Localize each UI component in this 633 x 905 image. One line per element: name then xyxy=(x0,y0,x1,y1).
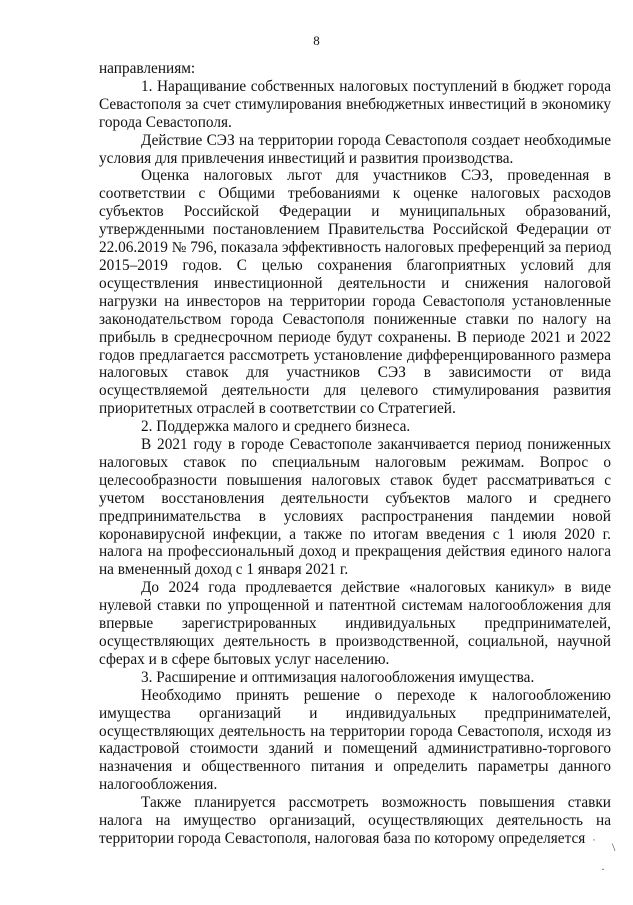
document-body xyxy=(99,60,611,848)
paragraph: В 2021 году в городе Севастополе заканчивается период пониженных налоговых ставок по специальным налоговым режимам. Вопрос о целесообразности повышения налоговых ставок будет рассматриваться с учетом восстановления деятельности субъектов малого и среднего предпринимательства в условиях распространения пандемии новой коронавирусной инфекции, а также по итогам введения с 1 июля 2020 г. налога на профессиональный доход и прекращения действия единого налога на вмененный доход с 1 января 2021 г. xyxy=(99,436,611,579)
scan-mark: · xyxy=(601,862,605,876)
scan-mark: \ xyxy=(612,840,616,854)
paragraph: До 2024 года продлевается действие «налоговых каникул» в виде нулевой ставки по упрощенной и патентной системам налогообложения для впервые зарегистрированных индивидуальных предпринимателей, осуществляющих деятельность в производственной, социальной, научной сферах и в сфере бытовых услуг населению. xyxy=(99,579,611,668)
paragraph: направлениям: xyxy=(99,60,196,77)
page-number: 8 xyxy=(313,33,320,48)
section-heading: 2. Поддержка малого и среднего бизнеса. xyxy=(141,418,411,436)
section-heading: 1. Наращивание собственных налоговых поступлений в бюджет города Севастополя за счет стимулирования внебюджетных инвестиций в экономику города Севастополя. xyxy=(99,77,611,131)
section-heading: 3. Расширение и оптимизация налогообложения имущества. xyxy=(141,668,535,686)
paragraph: Действие СЭЗ на территории города Севастополя создает необходимые условия для привлечения инвестиций и развития производства. xyxy=(99,131,611,167)
scan-mark: ˙ xyxy=(592,836,596,850)
paragraph: Необходимо принять решение о переходе к налогообложению имущества организаций и индивидуальных предпринимателей, осуществляющих деятельность на территории города Севастополя, исходя из кадастровой стоимости зданий и помещений административно-торгового назначения и общественного питания и определить параметры данного налогообложения. xyxy=(99,686,611,794)
paragraph: Оценка налоговых льгот для участников СЭЗ, проведенная в соответствии с Общими требованиями к оценке налоговых расходов субъектов Российской Федерации и муниципальных образований, утвержденными постановлением Правительства Российской Федерации от 22.06.2019 № 796, показала эффективность налоговых преференций за период 2015–2019 годов. С целью сохранения благоприятных условий для осуществления инвестиционной деятельности и снижения налоговой нагрузки на инвесторов на территории города Севастополя установленные законодательством города Севастополя пониженные ставки по налогу на прибыль в среднесрочном периоде будут сохранены. В периоде 2021 и 2022 годов предлагается рассмотреть установление дифференцированного размера налоговых ставок для участников СЭЗ в зависимости от вида осуществляемой деятельности для целевого стимулирования развития приоритетных отраслей в соответствии со Стратегией. xyxy=(99,167,611,418)
paragraph: Также планируется рассмотреть возможность повышения ставки налога на имущество организаций, осуществляющих деятельность на территории города Севастополя, налоговая база по которому определяется xyxy=(99,794,611,847)
